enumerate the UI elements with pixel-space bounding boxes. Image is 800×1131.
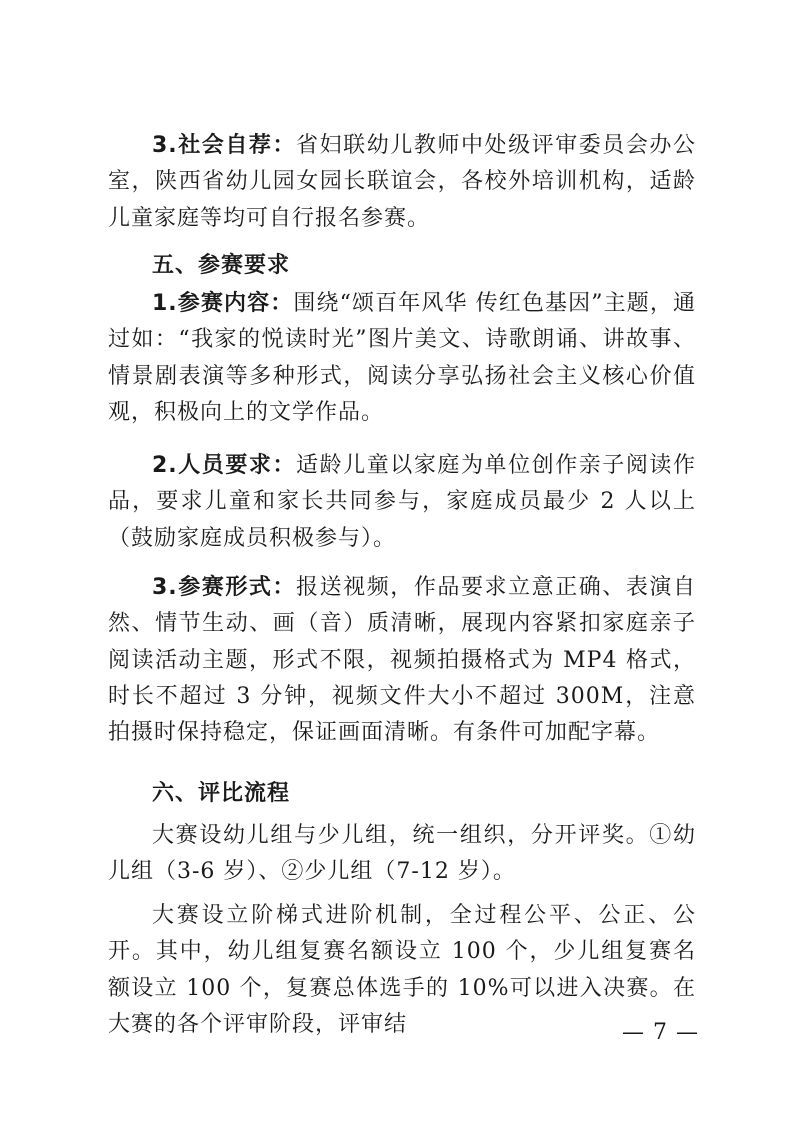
paragraph-text: 适龄儿童以家庭为单位创作亲子阅读作品，要求儿童和家长共同参与，家庭成员最少 2 人以上（鼓励家庭成员积极参与）。 — [108, 453, 696, 551]
paragraph-text: 围绕“颂百年风华 传红色基因”主题，通过如：“我家的悦读时光”图片美文、诗歌朗诵、讲故事、情景剧表演等多种形式，阅读分享弘扬社会主义核心价值观，积极向上的文学作品。 — [108, 291, 696, 425]
paragraph-groups — [108, 818, 696, 891]
paragraph-personnel — [108, 448, 696, 557]
paragraph-format — [108, 570, 696, 751]
paragraph-social-self-recommend — [108, 128, 696, 237]
paragraph-content — [108, 286, 696, 431]
paragraph-label: 3.参赛形式： — [152, 575, 297, 600]
section-heading-evaluation: 六、评比流程 — [152, 781, 291, 806]
page-number: — 7 — — [622, 1020, 699, 1045]
paragraph-label: 3.社会自荐： — [152, 133, 297, 158]
paragraph-label: 2.人员要求： — [152, 453, 297, 478]
paragraph-text: 大赛设立阶梯式进阶机制，全过程公平、公正、公开。其中，幼儿组复赛名额设立 100 个，少儿组复赛名额设立 100 个，复赛总体选手的 10%可以进入决赛。在大赛的各个评审阶段，评审结 — [108, 903, 696, 1037]
paragraph-label: 1.参赛内容： — [152, 291, 294, 316]
paragraph-mechanism — [108, 898, 696, 1043]
section-heading-requirements: 五、参赛要求 — [152, 253, 291, 278]
paragraph-text: 报送视频，作品要求立意正确、表演自然、情节生动、画（音）质清晰，展现内容紧扣家庭亲子阅读活动主题，形式不限，视频拍摄格式为 MP4 格式，时长不超过 3 分钟，视频文件大小不超过 300M，注意拍摄时保持稳定，保证画面清晰。有条件可加配字幕。 — [108, 575, 696, 746]
paragraph-text: 省妇联幼儿教师中处级评审委员会办公室，陕西省幼儿园女园长联谊会，各校外培训机构，适龄儿童家庭等均可自行报名参赛。 — [108, 133, 696, 231]
paragraph-text: 大赛设幼儿组与少儿组，统一组织，分开评奖。①幼儿组（3-6 岁）、②少儿组（7-12 岁）。 — [108, 823, 696, 885]
